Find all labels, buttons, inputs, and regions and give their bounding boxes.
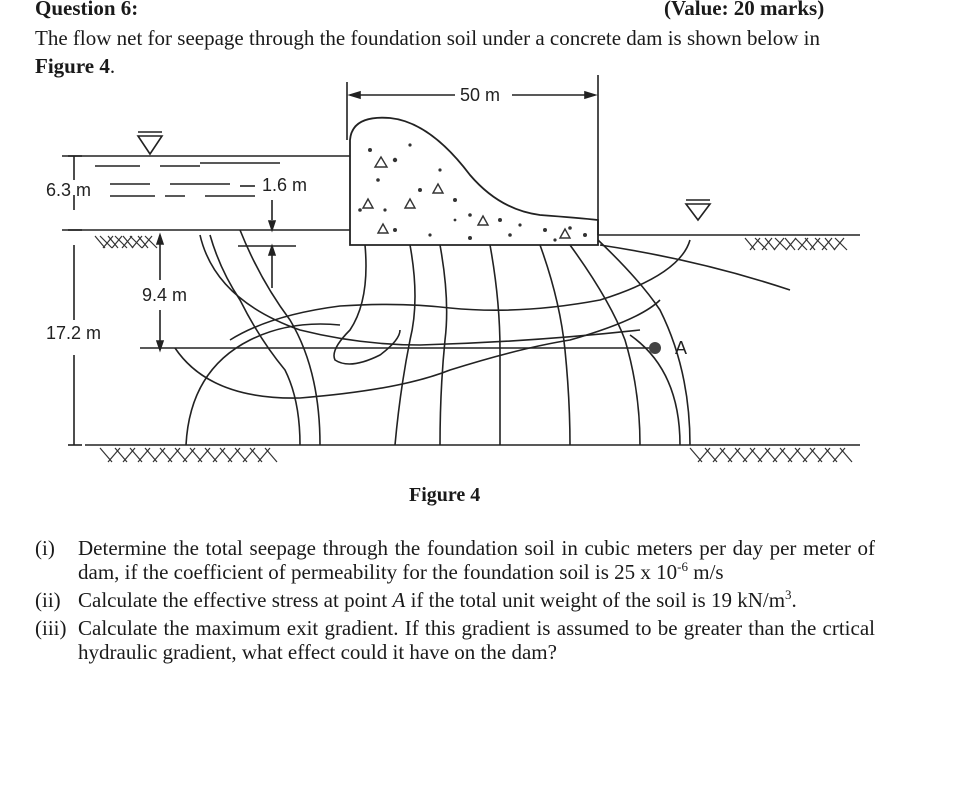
label-layer-depth: 17.2 m <box>46 323 102 343</box>
part-text: Determine the total seepage through the foundation soil in cubic meters per day per meter of dam, if the coefficient of permeability for the foundation soil is 25 x 10 <box>78 536 875 584</box>
label-dam-width: 50 m <box>460 85 501 105</box>
part-iii <box>35 616 875 664</box>
part-text: Calculate the effective stress at point <box>78 588 393 612</box>
question-value: (Value: 20 marks) <box>664 0 825 20</box>
label-upstream-head: 6.3 m <box>46 180 92 200</box>
part-text-middle: if the total unit weight of the soil is 19 kN/m <box>405 588 786 612</box>
label-head-difference: 1.6 m <box>262 175 308 195</box>
part-number: (ii) <box>35 588 61 612</box>
flow-net-figure <box>0 70 971 480</box>
label-point-a-depth: 9.4 m <box>142 285 188 305</box>
part-superscript: 3 <box>785 587 792 602</box>
intro-end: . <box>109 54 116 78</box>
point-a-marker <box>649 342 661 354</box>
question-parts <box>35 536 875 668</box>
part-i <box>35 536 875 584</box>
part-text-end: m/s <box>687 560 724 584</box>
part-text-end: . <box>791 588 797 612</box>
part-superscript: -6 <box>677 559 688 574</box>
label-point-a: A <box>675 338 688 358</box>
part-text: Calculate the maximum exit gradient. If this gradient is assumed to be greater than the crtical hydraulic gradient, what effect could it have on the dam? <box>78 616 875 664</box>
part-italic: A <box>392 588 406 612</box>
part-ii <box>35 588 875 612</box>
part-number: (i) <box>35 536 55 560</box>
figure-caption: Figure 4 <box>409 484 481 506</box>
intro-figure-ref: Figure 4 <box>35 54 110 78</box>
part-number: (iii) <box>35 616 67 640</box>
question-title: Question 6: <box>35 0 139 20</box>
intro-text: The flow net for seepage through the foundation soil under a concrete dam is shown below in <box>35 26 820 50</box>
